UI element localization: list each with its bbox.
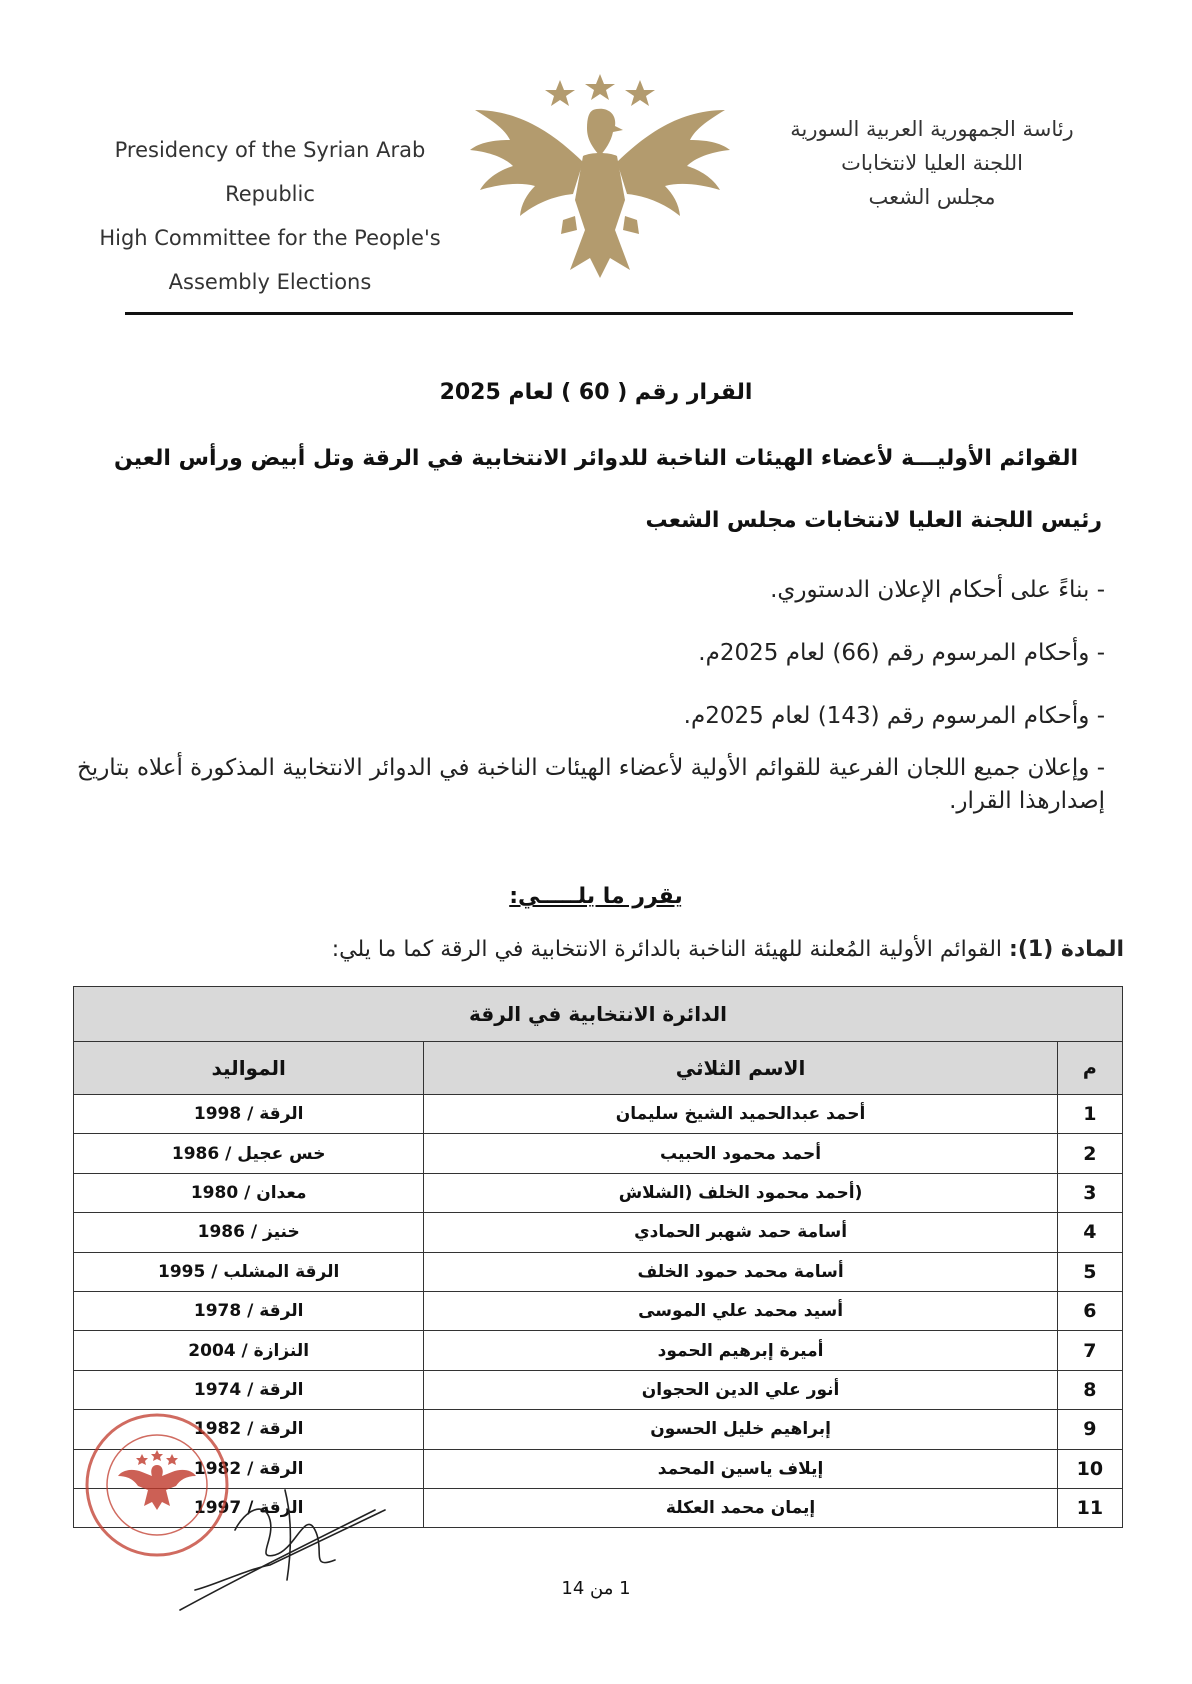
decides-heading: يقرر ما يلـــــي: xyxy=(509,884,683,909)
row-num: 9 xyxy=(1057,1410,1122,1449)
header-divider xyxy=(125,312,1073,315)
row-birth: الرقة / 1974 xyxy=(74,1370,424,1409)
row-birth: الرقة / 1982 xyxy=(74,1410,424,1449)
row-birth: الرقة / 1998 xyxy=(74,1095,424,1134)
row-num: 8 xyxy=(1057,1370,1122,1409)
row-name: أحمد عبدالحميد الشيخ سليمان xyxy=(424,1095,1057,1134)
table-title: الدائرة الانتخابية في الرقة xyxy=(74,987,1123,1042)
row-name: إيلاف ياسين المحمد xyxy=(424,1449,1057,1488)
row-birth: الرقة / 1982 xyxy=(74,1449,424,1488)
header-en-line-1: Presidency of the Syrian Arab Republic xyxy=(114,138,426,206)
syrian-eagle-emblem-icon xyxy=(465,70,735,280)
table-row xyxy=(74,1095,1123,1134)
row-name: أسامة حمد شهبر الحمادي xyxy=(424,1213,1057,1252)
header-birth: المواليد xyxy=(74,1042,424,1095)
header-english xyxy=(70,128,470,304)
row-name: أحمد محمود الحبيب xyxy=(424,1134,1057,1173)
row-birth: الرقة المشلب / 1995 xyxy=(74,1252,424,1291)
row-name: أسيد محمد علي الموسى xyxy=(424,1291,1057,1330)
table-row xyxy=(74,1252,1123,1291)
table-row xyxy=(74,1173,1123,1212)
provision-1: - بناءً على أحكام الإعلان الدستوري. xyxy=(770,577,1105,603)
row-num: 1 xyxy=(1057,1095,1122,1134)
decision-number: القرار رقم ( 60 ) لعام 2025 xyxy=(439,380,753,405)
row-birth: النزازة / 2004 xyxy=(74,1331,424,1370)
table-row xyxy=(74,1331,1123,1370)
row-num: 7 xyxy=(1057,1331,1122,1370)
header-en-line-2: High Committee for the People's xyxy=(99,226,441,250)
row-birth: خس عجيل / 1986 xyxy=(74,1134,424,1173)
row-num: 4 xyxy=(1057,1213,1122,1252)
header-en-line-3: Assembly Elections xyxy=(168,270,372,294)
table-row xyxy=(74,1370,1123,1409)
row-num: 11 xyxy=(1057,1488,1122,1527)
provision-2: - وأحكام المرسوم رقم (66) لعام 2025م. xyxy=(698,640,1105,666)
row-num: 6 xyxy=(1057,1291,1122,1330)
row-name: إبراهيم خليل الحسون xyxy=(424,1410,1057,1449)
header-arabic xyxy=(767,112,1097,214)
page-number: 1 من 14 xyxy=(561,1578,631,1599)
row-name: أسامة محمد حمود الخلف xyxy=(424,1252,1057,1291)
provision-4: - وإعلان جميع اللجان الفرعية للقوائم الأولية لأعضاء الهيئات الناخبة في الدوائر الانتخابية المذكورة أعلاه بتاريخ إصدارهذا القرار. xyxy=(76,755,1105,814)
decision-subject: القوائم الأوليـــة لأعضاء الهيئات الناخبة للدوائر الانتخابية في الرقة وتل أبيض ورأس العين xyxy=(113,446,1079,471)
row-birth: معدان / 1980 xyxy=(74,1173,424,1212)
decision-authority: رئيس اللجنة العليا لانتخابات مجلس الشعب xyxy=(645,508,1102,533)
provision-3: - وأحكام المرسوم رقم (143) لعام 2025م. xyxy=(683,703,1105,729)
row-num: 2 xyxy=(1057,1134,1122,1173)
row-name: أميرة إبرهيم الحمود xyxy=(424,1331,1057,1370)
row-num: 5 xyxy=(1057,1252,1122,1291)
row-birth: الرقة / 1997 xyxy=(74,1488,424,1527)
row-num: 3 xyxy=(1057,1173,1122,1212)
row-birth: خنيز / 1986 xyxy=(74,1213,424,1252)
header-ar-line-2: اللجنة العليا لانتخابات xyxy=(841,151,1023,175)
table-row xyxy=(74,1134,1123,1173)
article-1-text: القوائم الأولية المُعلنة للهيئة الناخبة بالدائرة الانتخابية في الرقة كما ما يلي: xyxy=(331,937,1003,962)
row-name: (أحمد محمود الخلف (الشلاش xyxy=(424,1173,1057,1212)
header-ar-line-3: مجلس الشعب xyxy=(868,185,996,209)
row-name: أنور علي الدين الحجوان xyxy=(424,1370,1057,1409)
row-birth: الرقة / 1978 xyxy=(74,1291,424,1330)
header-num: م xyxy=(1057,1042,1122,1095)
row-num: 10 xyxy=(1057,1449,1122,1488)
article-1 xyxy=(332,937,1124,962)
table-row xyxy=(74,1213,1123,1252)
header-name: الاسم الثلاثي xyxy=(424,1042,1057,1095)
table-row xyxy=(74,1291,1123,1330)
article-1-label: المادة (1): xyxy=(1009,937,1124,962)
row-name: إيمان محمد العكلة xyxy=(424,1488,1057,1527)
header-ar-line-1: رئاسة الجمهورية العربية السورية xyxy=(790,117,1074,141)
